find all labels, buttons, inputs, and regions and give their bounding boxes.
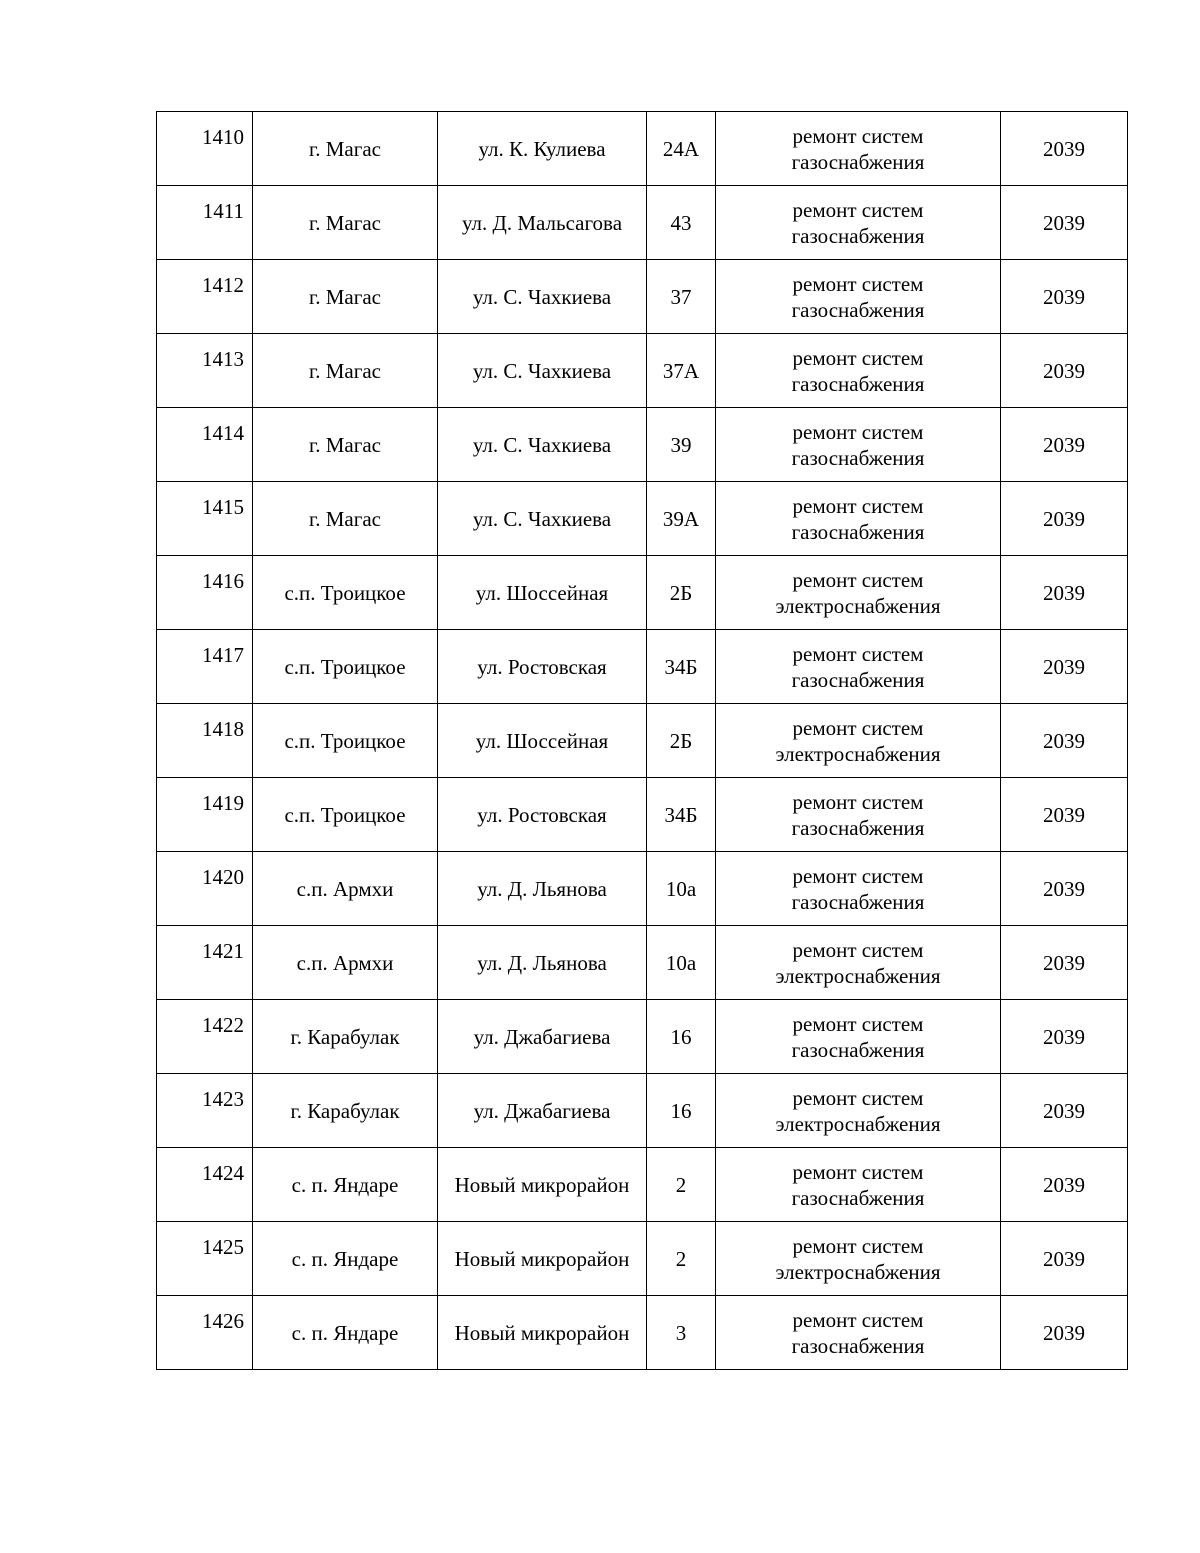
year-cell: 2039 — [1001, 556, 1128, 630]
settlement-cell: с. п. Яндаре — [253, 1222, 438, 1296]
street-cell: ул. Шоссейная — [438, 704, 647, 778]
work-type-line: ремонт систем — [792, 715, 924, 740]
work-type-cell — [716, 926, 1001, 1000]
settlement-cell: г. Карабулак — [253, 1074, 438, 1148]
row-number-cell: 1418 — [157, 704, 253, 778]
settlement-cell: г. Карабулак — [253, 1000, 438, 1074]
settlement-cell: г. Магас — [253, 408, 438, 482]
table-row — [157, 630, 1128, 704]
work-type-cell — [716, 778, 1001, 852]
row-number-cell: 1423 — [157, 1074, 253, 1148]
work-type-cell — [716, 1222, 1001, 1296]
settlement-cell: с. п. Яндаре — [253, 1148, 438, 1222]
year-cell: 2039 — [1001, 852, 1128, 926]
work-type-cell — [716, 334, 1001, 408]
year-cell: 2039 — [1001, 778, 1128, 852]
work-system-line: газоснабжения — [791, 149, 925, 174]
table-body — [157, 112, 1128, 1370]
table-row — [157, 704, 1128, 778]
settlement-cell: с.п. Армхи — [253, 926, 438, 1000]
year-cell: 2039 — [1001, 1000, 1128, 1074]
work-type-cell — [716, 1296, 1001, 1370]
work-type-line: ремонт систем — [792, 937, 924, 962]
work-type-line: ремонт систем — [792, 863, 924, 888]
work-type-line: ремонт систем — [792, 271, 924, 296]
street-cell: Новый микрорайон — [438, 1222, 647, 1296]
street-cell: ул. Ростовская — [438, 778, 647, 852]
table-row — [157, 260, 1128, 334]
work-system-line: газоснабжения — [791, 1037, 925, 1062]
house-number-cell: 43 — [647, 186, 716, 260]
year-cell: 2039 — [1001, 334, 1128, 408]
house-number-cell: 24А — [647, 112, 716, 186]
table-row — [157, 1074, 1128, 1148]
work-type-line: ремонт систем — [792, 197, 924, 222]
settlement-cell: с. п. Яндаре — [253, 1296, 438, 1370]
street-cell: ул. Д. Мальсагова — [438, 186, 647, 260]
settlement-cell: г. Магас — [253, 186, 438, 260]
table-row — [157, 1000, 1128, 1074]
work-system-line: газоснабжения — [791, 519, 925, 544]
work-system-line: газоснабжения — [791, 445, 925, 470]
work-system-line: газоснабжения — [791, 297, 925, 322]
house-number-cell: 39А — [647, 482, 716, 556]
work-type-cell — [716, 1000, 1001, 1074]
house-number-cell: 2Б — [647, 704, 716, 778]
year-cell: 2039 — [1001, 926, 1128, 1000]
table-row — [157, 112, 1128, 186]
work-system-line: газоснабжения — [791, 1333, 925, 1358]
settlement-cell: с.п. Троицкое — [253, 704, 438, 778]
table-row — [157, 852, 1128, 926]
table-row — [157, 482, 1128, 556]
table-row — [157, 1148, 1128, 1222]
work-system-line: электроснабжения — [775, 741, 941, 766]
table-row — [157, 1296, 1128, 1370]
work-type-cell — [716, 556, 1001, 630]
row-number-cell: 1419 — [157, 778, 253, 852]
row-number-cell: 1421 — [157, 926, 253, 1000]
work-system-line: газоснабжения — [791, 371, 925, 396]
work-type-line: ремонт систем — [792, 1085, 924, 1110]
work-system-line: электроснабжения — [775, 963, 941, 988]
house-number-cell: 3 — [647, 1296, 716, 1370]
work-type-line: ремонт систем — [792, 345, 924, 370]
street-cell: ул. С. Чахкиева — [438, 482, 647, 556]
year-cell: 2039 — [1001, 1148, 1128, 1222]
work-system-line: газоснабжения — [791, 1185, 925, 1210]
year-cell: 2039 — [1001, 260, 1128, 334]
table-row — [157, 1222, 1128, 1296]
row-number-cell: 1424 — [157, 1148, 253, 1222]
table-row — [157, 556, 1128, 630]
house-number-cell: 10а — [647, 852, 716, 926]
year-cell: 2039 — [1001, 112, 1128, 186]
year-cell: 2039 — [1001, 1222, 1128, 1296]
work-type-line: ремонт систем — [792, 123, 924, 148]
row-number-cell: 1415 — [157, 482, 253, 556]
year-cell: 2039 — [1001, 630, 1128, 704]
work-type-line: ремонт систем — [792, 1159, 924, 1184]
street-cell: ул. С. Чахкиева — [438, 408, 647, 482]
work-type-cell — [716, 1074, 1001, 1148]
row-number-cell: 1426 — [157, 1296, 253, 1370]
work-type-cell — [716, 186, 1001, 260]
row-number-cell: 1420 — [157, 852, 253, 926]
table-row — [157, 408, 1128, 482]
row-number-cell: 1413 — [157, 334, 253, 408]
work-type-cell — [716, 408, 1001, 482]
year-cell: 2039 — [1001, 1074, 1128, 1148]
work-system-line: электроснабжения — [775, 1111, 941, 1136]
house-number-cell: 39 — [647, 408, 716, 482]
work-type-cell — [716, 1148, 1001, 1222]
street-cell: ул. С. Чахкиева — [438, 260, 647, 334]
row-number-cell: 1422 — [157, 1000, 253, 1074]
work-system-line: газоснабжения — [791, 889, 925, 914]
street-cell: ул. С. Чахкиева — [438, 334, 647, 408]
settlement-cell: с.п. Троицкое — [253, 778, 438, 852]
work-type-line: ремонт систем — [792, 493, 924, 518]
row-number-cell: 1411 — [157, 186, 253, 260]
street-cell: ул. Джабагиева — [438, 1074, 647, 1148]
settlement-cell: с.п. Армхи — [253, 852, 438, 926]
year-cell: 2039 — [1001, 186, 1128, 260]
work-type-cell — [716, 630, 1001, 704]
street-cell: ул. Д. Льянова — [438, 852, 647, 926]
work-type-line: ремонт систем — [792, 1307, 924, 1332]
settlement-cell: г. Магас — [253, 260, 438, 334]
work-type-cell — [716, 852, 1001, 926]
work-system-line: электроснабжения — [775, 1259, 941, 1284]
street-cell: ул. Джабагиева — [438, 1000, 647, 1074]
work-system-line: газоснабжения — [791, 815, 925, 840]
work-system-line: электроснабжения — [775, 593, 941, 618]
year-cell: 2039 — [1001, 1296, 1128, 1370]
house-number-cell: 34Б — [647, 630, 716, 704]
house-number-cell: 37 — [647, 260, 716, 334]
work-type-cell — [716, 260, 1001, 334]
house-number-cell: 37А — [647, 334, 716, 408]
house-number-cell: 10а — [647, 926, 716, 1000]
year-cell: 2039 — [1001, 408, 1128, 482]
table-row — [157, 334, 1128, 408]
settlement-cell: г. Магас — [253, 482, 438, 556]
row-number-cell: 1410 — [157, 112, 253, 186]
table-row — [157, 926, 1128, 1000]
house-number-cell: 2Б — [647, 556, 716, 630]
year-cell: 2039 — [1001, 482, 1128, 556]
settlement-cell: с.п. Троицкое — [253, 630, 438, 704]
row-number-cell: 1425 — [157, 1222, 253, 1296]
table-row — [157, 186, 1128, 260]
year-cell: 2039 — [1001, 704, 1128, 778]
work-type-line: ремонт систем — [792, 1011, 924, 1036]
work-system-line: газоснабжения — [791, 667, 925, 692]
house-number-cell: 34Б — [647, 778, 716, 852]
work-type-line: ремонт систем — [792, 789, 924, 814]
work-type-line: ремонт систем — [792, 419, 924, 444]
work-type-line: ремонт систем — [792, 1233, 924, 1258]
house-number-cell: 16 — [647, 1000, 716, 1074]
street-cell: ул. К. Кулиева — [438, 112, 647, 186]
work-type-cell — [716, 112, 1001, 186]
work-system-line: газоснабжения — [791, 223, 925, 248]
work-type-cell — [716, 704, 1001, 778]
street-cell: Новый микрорайон — [438, 1148, 647, 1222]
settlement-cell: г. Магас — [253, 334, 438, 408]
row-number-cell: 1417 — [157, 630, 253, 704]
house-number-cell: 16 — [647, 1074, 716, 1148]
table-row — [157, 778, 1128, 852]
work-type-cell — [716, 482, 1001, 556]
house-number-cell: 2 — [647, 1148, 716, 1222]
work-type-line: ремонт систем — [792, 567, 924, 592]
row-number-cell: 1412 — [157, 260, 253, 334]
street-cell: ул. Д. Льянова — [438, 926, 647, 1000]
street-cell: ул. Шоссейная — [438, 556, 647, 630]
row-number-cell: 1416 — [157, 556, 253, 630]
row-number-cell: 1414 — [157, 408, 253, 482]
street-cell: Новый микрорайон — [438, 1296, 647, 1370]
settlement-cell: г. Магас — [253, 112, 438, 186]
settlement-cell: с.п. Троицкое — [253, 556, 438, 630]
work-type-line: ремонт систем — [792, 641, 924, 666]
repair-schedule-table — [156, 111, 1128, 1370]
street-cell: ул. Ростовская — [438, 630, 647, 704]
house-number-cell: 2 — [647, 1222, 716, 1296]
